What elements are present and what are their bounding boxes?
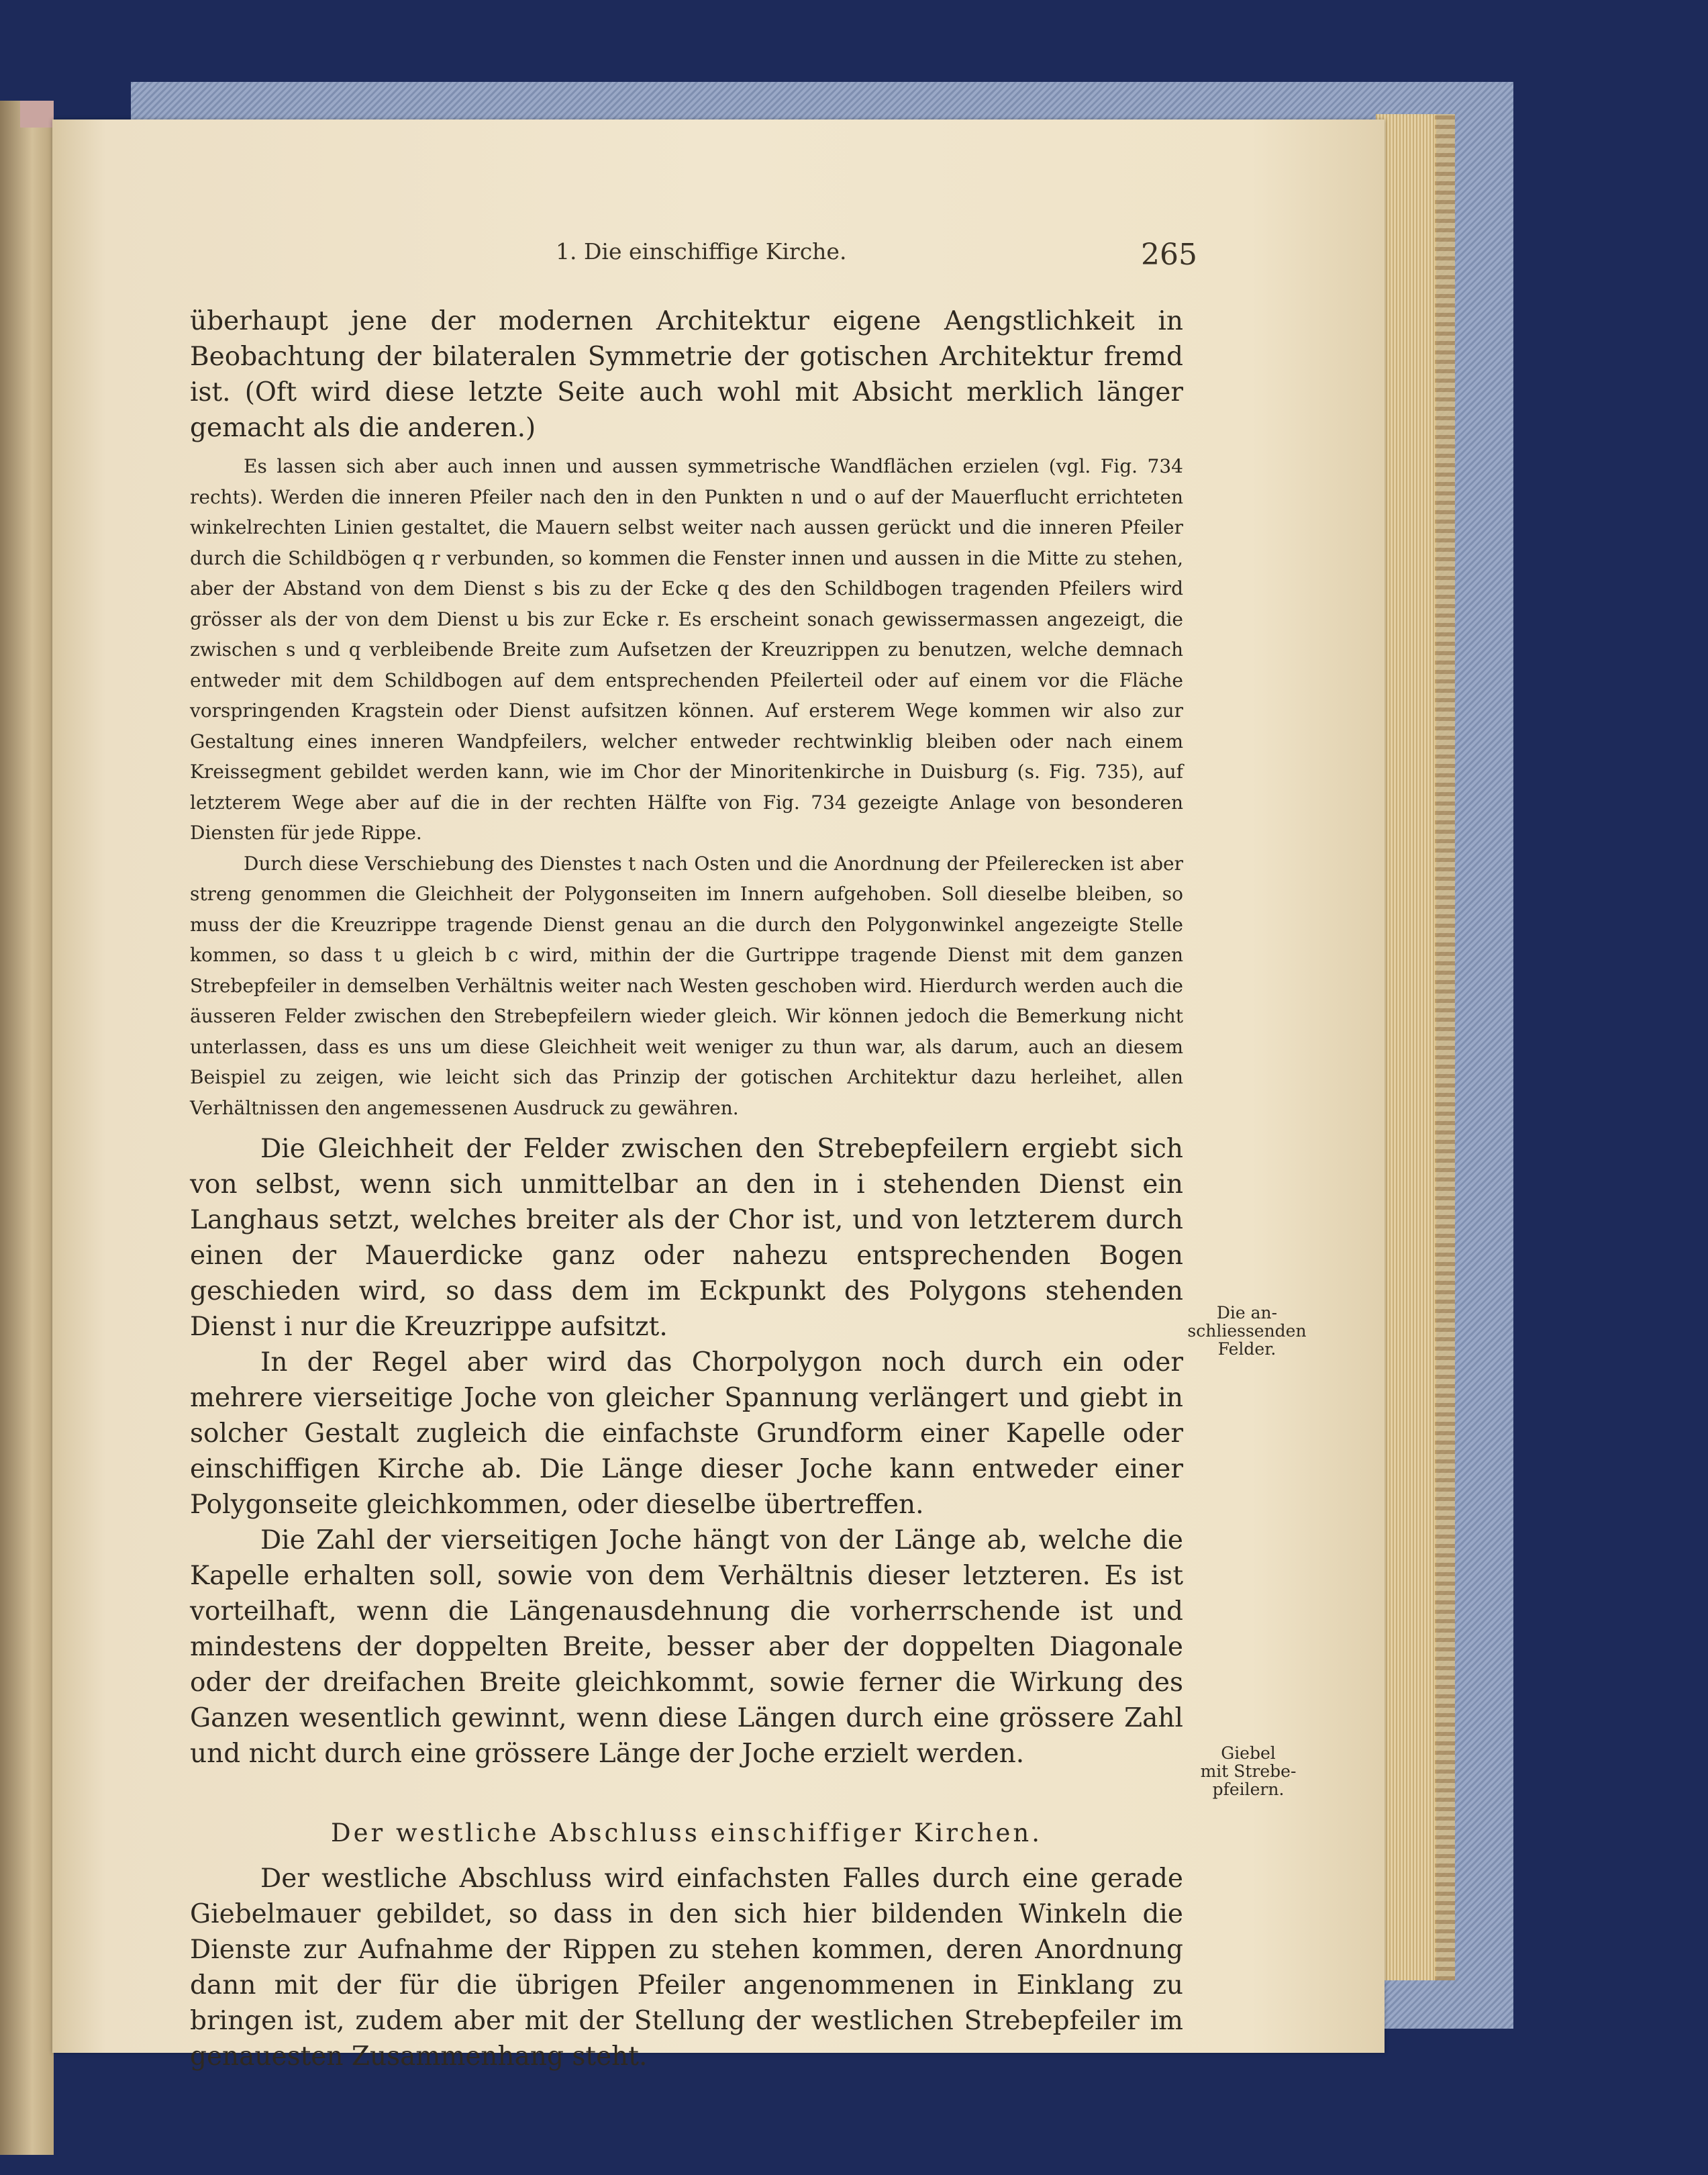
paragraph-block-2: [190, 1131, 1183, 1772]
paragraph-block-3: [190, 1861, 1183, 2074]
paragraph-4: Die Zahl der vierseitigen Joche hängt von der Länge ab, welche die Kapelle erhalten soll, sowie von dem Verhältnis dieser letzteren. Es ist vorteilhaft, wenn die Längenausdehnung die vorherrschende ist und mindestens der doppelten Breite, besser aber der doppelten Diagonale oder der dreifachen Breite gleichkommt, sowie ferner die Wirkung des Ganzen wesentlich gewinnt, wenn diese Längen durch eine grössere Zahl und nicht durch eine grössere Länge der Joche erzielt werden.: [190, 1525, 1183, 1769]
sidenote-line: schliessenden: [1187, 1321, 1307, 1341]
small-print-block: [190, 451, 1183, 1123]
page-edges: [1376, 114, 1436, 1980]
sidenote-line: Felder.: [1217, 1339, 1276, 1359]
sidenote-giebel: [1195, 1744, 1302, 1798]
sidenote-line: pfeilern.: [1212, 1780, 1285, 1799]
paragraph-5: Der westliche Abschluss wird einfachsten Falles durch eine gerade Giebelmauer gebildet, so dass in den sich hier bildenden Winkeln die Dienste zur Aufnahme der Rippen zu stehen kommen, deren Anordnung dann mit der für die übrigen Pfeiler angenommenen in Einklang zu bringen ist, zudem aber mit der Stellung der westlichen Strebepfeiler im genauesten Zusammenhang steht.: [190, 1864, 1183, 2072]
left-page-fold: [20, 101, 54, 128]
sidenote-line: Die an-: [1216, 1303, 1278, 1322]
sidenote-felder: [1187, 1304, 1307, 1358]
main-text: [190, 303, 1183, 2074]
spine-pattern: [1435, 114, 1455, 1980]
sidenote-line: Giebel: [1221, 1743, 1276, 1763]
paragraph-1: überhaupt jene der modernen Architektur eigene Aengstlichkeit in Beobachtung der bilateralen Symmetrie der gotischen Architektur fremd ist. (Oft wird diese letzte Seite auch wohl mit Absicht merklich länger gemacht als die anderen.): [190, 306, 1183, 443]
page-number: 265: [1141, 238, 1197, 272]
paragraph-2: Die Gleichheit der Felder zwischen den Strebepfeilern ergiebt sich von selbst, wenn sich unmittelbar an den in i stehenden Dienst ein Langhaus setzt, welches breiter als der Chor ist, und von letzterem durch einen der Mauerdicke ganz oder nahezu entsprechenden Bogen geschieden wird, so dass dem im Eckpunkt des Polygons stehenden Dienst i nur die Kreuzrippe aufsitzt.: [190, 1134, 1183, 1342]
sidenote-line: mit Strebe-: [1200, 1761, 1297, 1781]
paragraph-3: In der Regel aber wird das Chorpolygon noch durch ein oder mehrere vierseitige Joche von gleicher Spannung verlängert und giebt in solcher Gestalt zugleich die einfachste Grundform einer Kapelle oder einschiffigen Kirche ab. Die Länge dieser Joche kann entweder einer Polygonseite gleichkommen, oder dieselbe übertreffen.: [190, 1347, 1183, 1520]
small-paragraph-2: Durch diese Verschiebung des Dienstes t nach Osten und die Anordnung der Pfeilerecken ist aber streng genommen die Gleichheit der Polygonseiten im Innern aufgehoben. Soll dieselbe bleiben, so muss der die Kreuzrippe tragende Dienst genau an die durch den Polygonwinkel angezeigte Stelle kommen, so dass t u gleich b c wird, mithin der die Gurtrippe tragende Dienst mit dem ganzen Strebepfeiler in demselben Verhältnis weiter nach Westen geschoben wird. Hierdurch werden auch die äusseren Felder zwischen den Strebepfeilern wieder gleich. Wir können jedoch die Bemerkung nicht unterlassen, dass es uns um diese Gleichheit weit weniger zu thun war, als darum, auch an diesem Beispiel zu zeigen, wie leicht sich das Prinzip der gotischen Architektur dazu herleihet, allen Verhältnissen den angemessenen Ausdruck zu gewähren.: [190, 852, 1183, 1119]
section-heading: Der westliche Abschluss einschiffiger Kirchen.: [330, 1819, 1043, 1847]
paragraph-block: [190, 303, 1183, 446]
left-page-edge: [0, 101, 54, 2155]
running-title: 1. Die einschiffige Kirche.: [556, 238, 847, 264]
small-paragraph-1: Es lassen sich aber auch innen und aussen symmetrische Wandflächen erzielen (vgl. Fig. 734 rechts). Werden die inneren Pfeiler nach den in den Punkten n und o auf der Mauerflucht errichteten winkelrechten Linien gestaltet, die Mauern selbst weiter nach aussen gerückt und die inneren Pfeiler durch die Schildbögen q r verbunden, so kommen die Fenster innen und aussen in die Mitte zu stehen, aber der Abstand von dem Dienst s bis zu der Ecke q des den Schildbogen tragenden Pfeilers wird grösser als der von dem Dienst u bis zur Ecke r. Es erscheint sonach gewissermassen angezeigt, die zwischen s und q verbleibende Breite zum Aufsetzen der Kreuzrippen zu benutzen, welche demnach entweder mit dem Schildbogen auf dem entsprechenden Pfeilerteil oder auf einem vor die Fläche vorspringenden Kragstein oder Dienst aufsitzen können. Auf ersterem Wege kommen wir also zur Gestaltung eines inneren Wandpfeilers, welcher entweder rechtwinklig bleiben oder nach einem Kreissegment gebildet werden kann, wie im Chor der Minoritenkirche in Duisburg (s. Fig. 735), auf letzterem Wege aber auf die in der rechten Hälfte von Fig. 734 gezeigte Anlage von besonderen Diensten für jede Rippe.: [190, 455, 1183, 844]
